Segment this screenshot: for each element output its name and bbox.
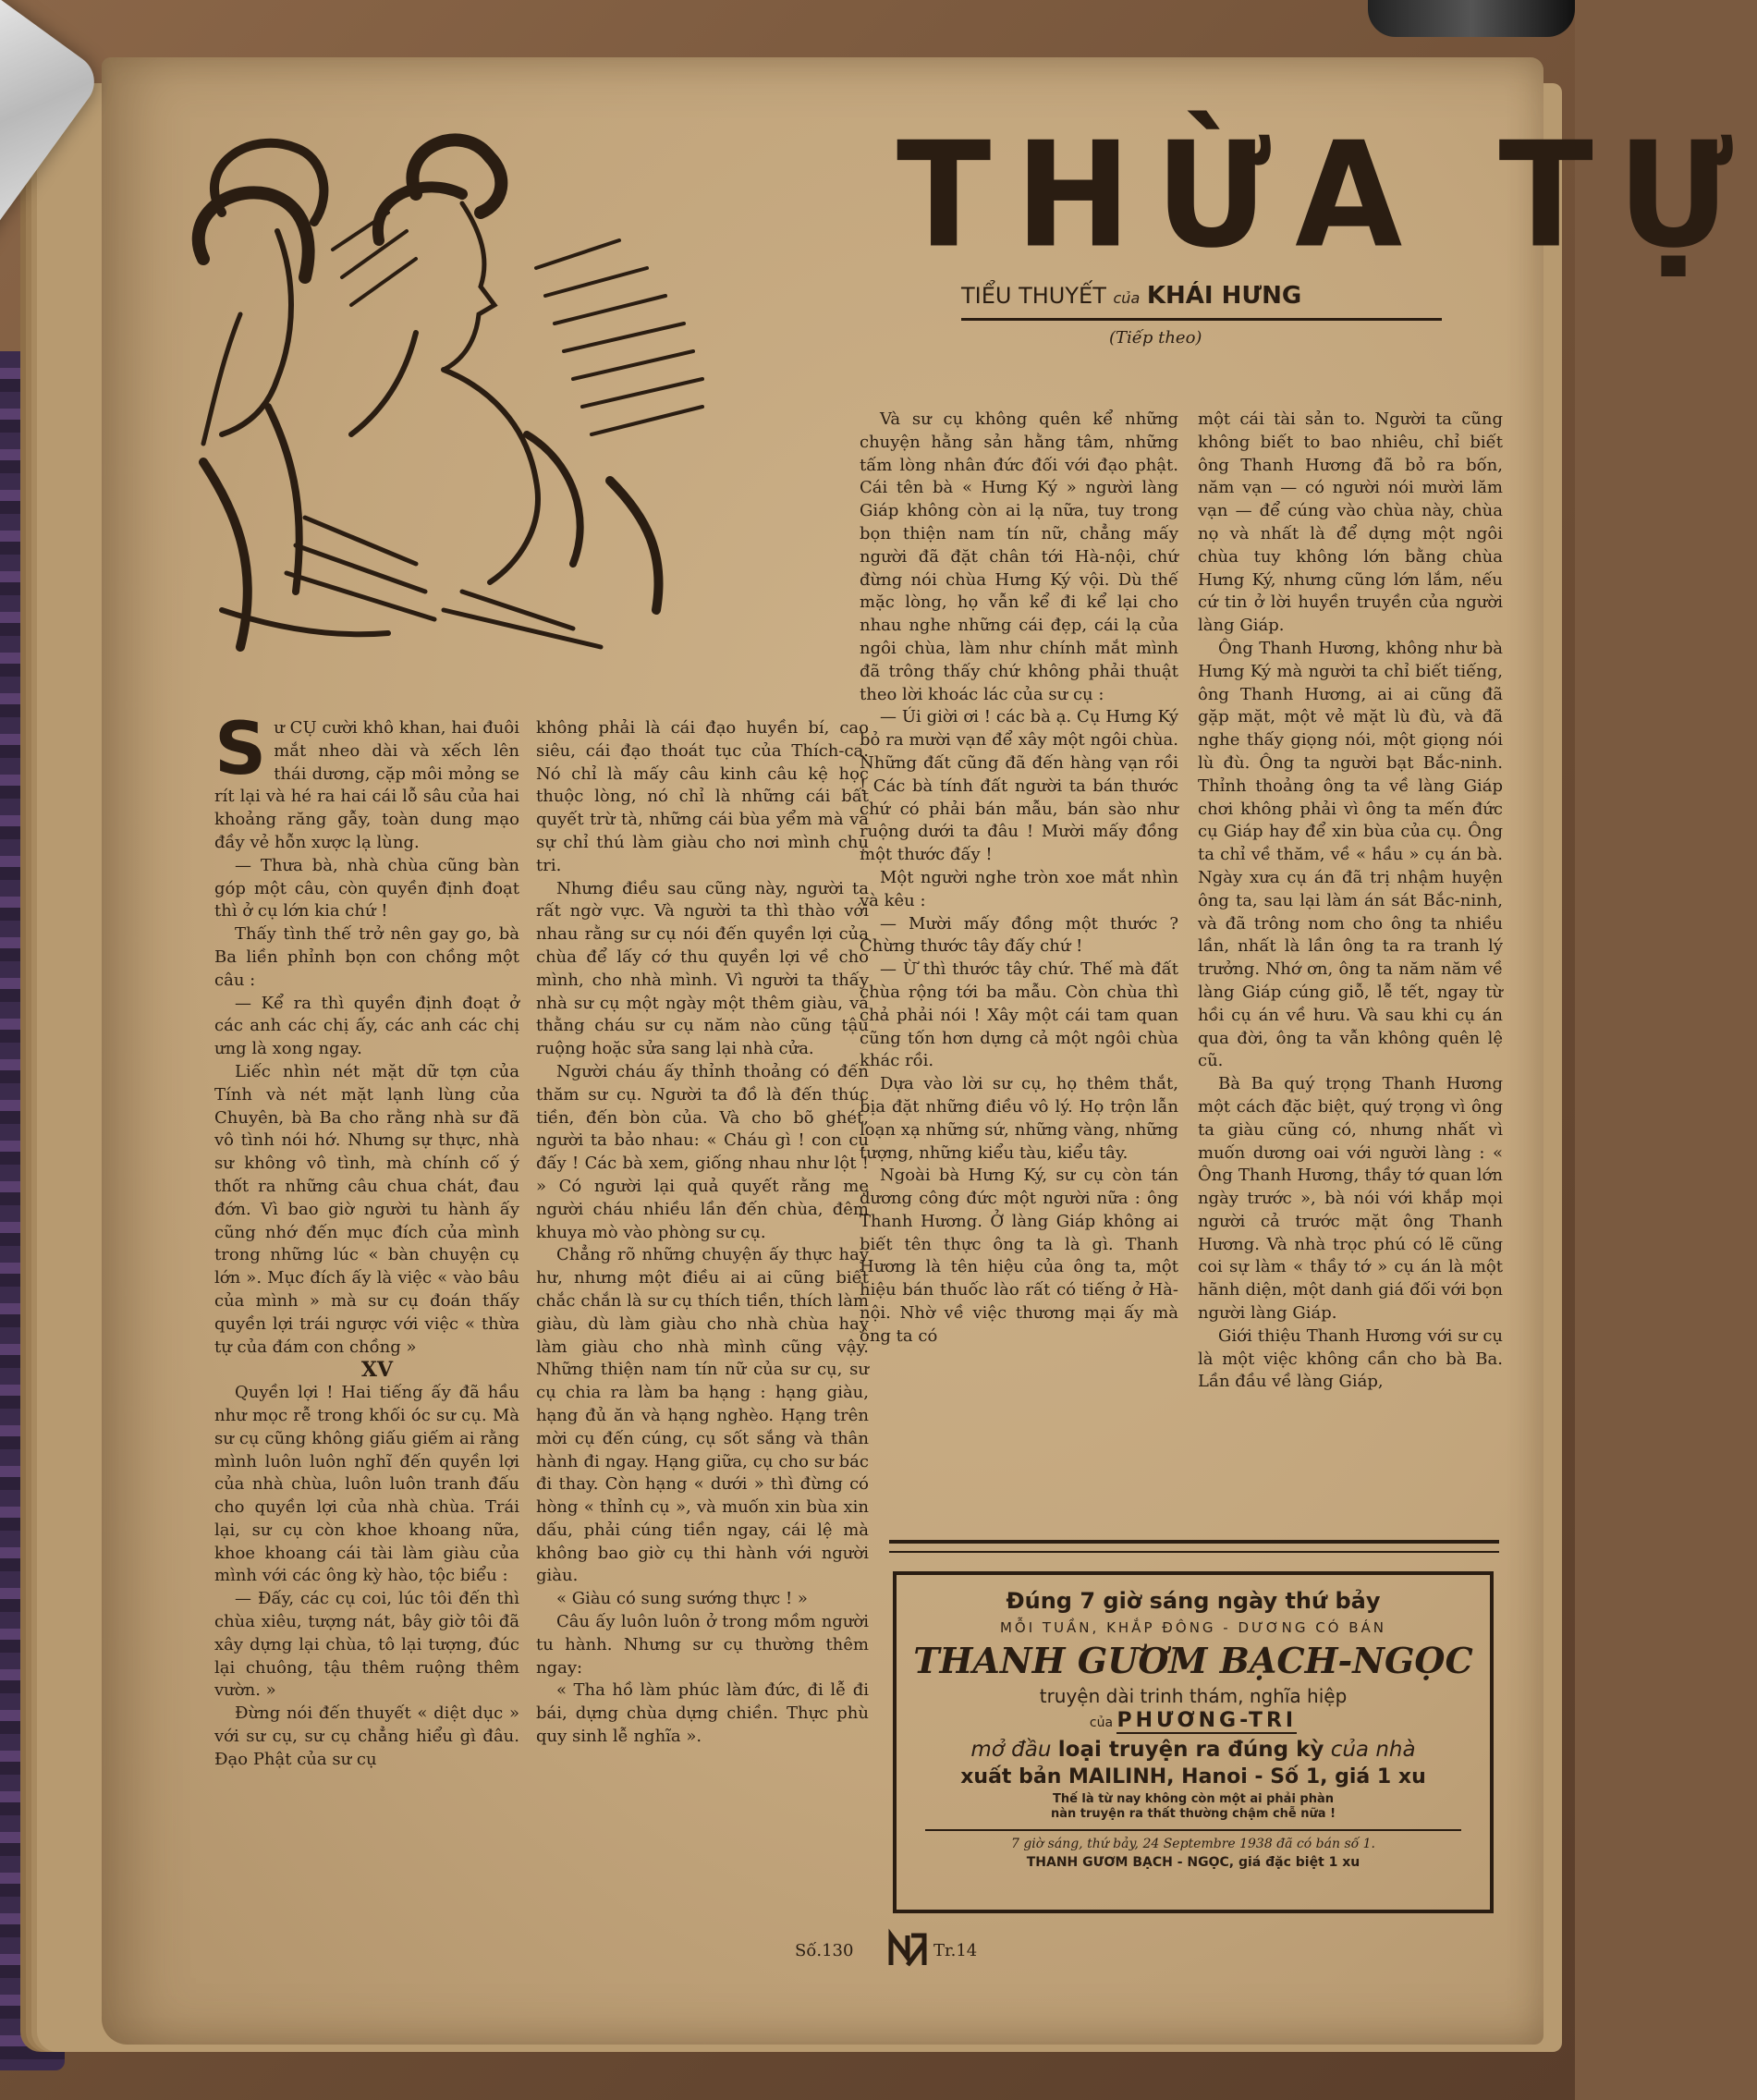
ad-publisher: xuất bản MAILINH, Hanoi - Số 1, giá 1 xu — [960, 1765, 1426, 1789]
paragraph: một cái tài sản to. Người ta cũng không biết to bao nhiêu, chỉ biết ông Thanh Hương đã bỏ ra bốn, năm vạn — có người nói mười lăm vạn — để cúng vào chùa này, chùa nọ và nhất là để dựng một ngôi chùa tuy không lớn bằng chùa Hưng Ký, nhưng cũng lớn lắm, nếu cứ tin ở lời huyền truyền của người làng Giáp. — [1198, 409, 1503, 636]
paragraph: Một người nghe tròn xoe mắt nhìn và kêu : — [860, 867, 1178, 910]
paragraph: Đừng nói đến thuyết « diệt dục » với sư cụ, sư cụ chẳng hiểu gì đâu. Đạo Phật của sư cụ — [214, 1703, 519, 1769]
paragraph: Thấy tình thế trở nên gay go, bà Ba liền phỉnh bọn con chồng một câu : — [214, 924, 519, 990]
ad-note: Thế là từ nay không còn một ai phải phàn nàn truyện ra thất thường chậm chễ nữa ! — [1050, 1792, 1336, 1821]
text-column-4 — [1198, 409, 1503, 1527]
paragraph: Nhưng điều sau cũng này, người ta rất ngờ vực. Và người ta thì thào với nhau rằng sư cụ nói đến quyền lợi của chùa để lấy cớ thu quyền lợi về cho mình, cho nhà mình. Vì người ta thấy nhà sư cụ một ngày một thêm giàu, và thằng cháu sư cụ năm nào cũng tậu ruộng hoặc sửa sang lại nhà cửa. — [536, 878, 869, 1059]
paragraph: Câu ấy luôn luôn ở trong mồm người tu hành. Nhưng sư cụ thường thêm ngay: — [536, 1612, 869, 1678]
paragraph: Bà Ba quý trọng Thanh Hương một cách đặc biệt, quý trọng vì ông ta giàu cũng có, nhưng nhất vì muốn dương oai với người làng : « Ông Thanh Hương, thầy tớ quan lớn ngày trước », bà nói với khắp mọi người cả trước mặt ông Thanh Hương. Và nhà trọc phú có lẽ cũng coi sự làm « thầy tớ » cụ án là một hãnh diện, một danh giá đối với bọn người làng Giáp. — [1198, 1074, 1503, 1324]
byline-of: của — [1113, 289, 1141, 307]
story-title: THỪA TỰ — [897, 111, 1757, 281]
paragraph: — Úi giời ơi ! các bà ạ. Cụ Hưng Ký bỏ ra mười vạn để xây một ngôi chùa. Những đất cũng đã đến hàng vạn rồi ! Các bà tính đất người ta bán thước chứ có phải bán mẫu, bán sào như ruộng dưới ta đâu ! Mười mấy đồng một thước đấy ! — [860, 707, 1178, 865]
section-heading: XV — [360, 1358, 394, 1383]
continued-note: (Tiếp theo) — [1109, 328, 1202, 348]
ad-book-title: THANH GƯƠM BẠCH-NGỌC — [913, 1640, 1473, 1681]
drop-cap: S — [214, 708, 267, 791]
paragraph: Và sư cụ không quên kể những chuyện hằng sản hằng tâm, những tấm lòng nhân đức đối với đạo phật. Cái tên bà « Hưng Ký » người làng Giáp không còn ai lạ nữa, tuy trong bọn thiện nam tín nữ, chẳng mấy người đã đặt chân tới Hà-nội, chứ đừng nói chùa Hưng Ký vội. Dù thế mặc lòng, họ vẫn kể đi kể lại cho nhau nghe những cái đẹp, cái lạ của ngôi chùa, làm như chính mắt mình đã trông thấy chứ không phải thuật theo lời khoác lác của sư cụ : — [860, 409, 1178, 704]
paragraph: — Mười mấy đồng một thước ? Chừng thước tây đấy chứ ! — [860, 913, 1178, 957]
paragraph: « Giàu có sung sướng thực ! » — [556, 1589, 808, 1609]
paragraph: không phải là cái đạo huyền bí, cao siêu, cái đạo thoát tục của Thích-ca. Nó chỉ là mấy câu kinh câu kệ học thuộc lòng, nó chỉ là những cái bất quyết trừ tà, những cái bùa yểm mà và sự chỉ thú làm giàu cho nơi mình chụ tri. — [536, 718, 869, 875]
advertisement-box — [893, 1571, 1494, 1913]
ad-schedule: Đúng 7 giờ sáng ngày thứ bảy — [1006, 1588, 1381, 1614]
paragraph: Ông Thanh Hương, không như bà Hưng Ký mà người ta chỉ biết tiếng, ông Thanh Hương, ai ai cũng đã gặp mặt, một vẻ mặt lù đù, và đã nghe thấy giọng nói, một giọng nói lù đù. Ông ta người bạt Bắc-ninh. Thỉnh thoảng ông ta về làng Giáp chơi không phải vì ông ta mến đức cụ Giáp hay để xin bùa của cụ. Ông ta chỉ về thăm, về « hầu » cụ án bà. Ngày xưa cụ án đã trị nhậm huyện ông ta, sau lại làm án sát Bắc-ninh, và đã trông nom cho ông ta nhiều lần, nhất là lần ông ta ra tranh lý trưởng. Nhớ ơn, ông ta năm năm về làng Giáp cúng giỗ, lễ tết, ngay từ hồi cụ án về hưu. Và sau khi cụ án qua đời, ông ta vẫn không quên lệ cũ. — [1198, 638, 1503, 1071]
paragraph: Chẳng rõ những chuyện ấy thực hay hư, nhưng một điều ai ai cũng biết chắc chắn là sư cụ thích tiền, thích làm giàu, dù làm giàu cho nhà chùa hay làm giàu cho nhà mình cũng vậy. Những thiện nam tín nữ của sư cụ, sư cụ chia ra làm ba hạng : hạng giàu, hạng đủ ăn và hạng nghèo. Hạng trên mời cụ đến cúng, cụ sốt sắng và thân hành đi ngay. Hạng giữa, cụ cho sư bác đi thay. Còn hạng « dưới » thì đừng có hòng « thỉnh cụ », và muốn xin bùa xin dấu, phải cúng tiền ngay, cái lệ mà không bao giờ cụ thi hành với người giàu. — [536, 1245, 869, 1586]
ad-price: THANH GƯƠM BẠCH - NGỌC, giá đặc biệt 1 xu — [1026, 1855, 1360, 1870]
paragraph: — Đấy, các cụ coi, lúc tôi đến thì chùa xiêu, tượng nát, bây giờ tôi đã xây dựng lại chùa, tô lại tượng, đúc lại chuông, tậu thêm ruộng thêm vườn. » — [214, 1589, 519, 1701]
page-number: Tr.14 — [933, 1941, 978, 1960]
ad-top-rule — [889, 1540, 1499, 1553]
ad-author: của PHƯƠNG-TRI — [1089, 1709, 1298, 1732]
ad-release-date: 7 giờ sáng, thứ bảy, 24 Septembre 1938 đã có bán số 1. — [1010, 1837, 1376, 1851]
paragraph: Sư CỤ cười khô khan, hai đuôi mắt nheo dài và xếch lên thái dương, cặp môi mỏng se rít lại và hé ra hai cái lỗ sâu của hai khoảng răng gẫy, toàn dung mạo đầy vẻ hỗn xược lạ lùng. — [214, 708, 519, 852]
paragraph: — Ừ thì thước tây chứ. Thế mà đất chùa rộng tới ba mẫu. Còn chùa thì chả phải nói ! Xây một cái tam quan cũng tốn hơn dựng cả một ngôi chùa khác rồi. — [860, 959, 1178, 1071]
paragraph: Dựa vào lời sư cụ, họ thêm thắt, bịa đặt những điều vô lý. Họ trộn lẫn loạn xạ những sứ, những vàng, những tượng, những kiểu tàu, kiểu tây. — [860, 1074, 1178, 1163]
illustration-two-women — [185, 129, 739, 665]
byline-author: KHÁI HƯNG — [1146, 282, 1302, 310]
ad-availability: MỖI TUẦN, KHẮP ĐÔNG - DƯƠNG CÓ BÁN — [999, 1619, 1387, 1636]
ad-genre: truyện dài trinh thám, nghĩa hiệp — [1039, 1685, 1348, 1707]
page-footer — [786, 1932, 1026, 1969]
paragraph: Quyền lợi ! Hai tiếng ấy đã hầu như mọc rễ trong khối óc sư cụ. Mà sư cụ cũng không giấu giếm ai rằng mình luôn luôn nghĩ đến quyền lợi của nhà chùa, luôn luôn tranh đấu cho quyền lợi của nhà chùa. Trái lại, sư cụ còn khoe khoang nữa, khoe khoang cái tài làm giàu của mình với các ông kỳ hào, tộc biểu : — [214, 1383, 519, 1586]
text-column-3 — [860, 409, 1178, 1527]
text-column-1 — [214, 708, 519, 1910]
paragraph: Người cháu ấy thỉnh thoảng có đến thăm sư cụ. Người ta đồ là đến thúc tiền, đến bòn của. Và cho bõ ghét, người ta bảo nhau: « Cháu gì ! con cụ đấy ! Các bà xem, giống nhau như lột ! » Có người lại quả quyết rằng mẹ người cháu nhiều lần đến chùa, đêm khuya mò vào phòng sư cụ. — [536, 1061, 869, 1242]
byline-genre: TIỂU THUYẾT — [961, 283, 1106, 309]
ad-author-name: PHƯƠNG-TRI — [1116, 1709, 1298, 1732]
paragraph: Giới thiệu Thanh Hương với sư cụ là một việc không cần cho bà Ba. Lần đầu về làng Giáp, — [1198, 1325, 1503, 1392]
paragraph: Liếc nhìn nét mặt dữ tợn của Tính và nét mặt lạnh lùng của Chuyên, bà Ba cho rằng nhà sư đã vô tình nói hớ. Nhưng sự thực, nhà sư không vô tình, mà chính cố ý thốt ra những câu chua chát, đau đớn. Vì bao giờ người tu hành ấy cũng nhớ đến mục đích của mình trong những lúc « bàn chuyện cụ lớn ». Mục đích ấy là việc « vào bâu của mình » mà sư cụ đoán thấy quyền lợi trái ngược với việc « thừa tự của đám con chồng » — [214, 1061, 519, 1357]
paragraph: — Thưa bà, nhà chùa cũng bàn góp một câu, còn quyền định đoạt thì ở cụ lớn kia chứ ! — [214, 855, 519, 922]
binder-clip — [1368, 0, 1575, 37]
paragraph: — Kể ra thì quyền định đoạt ở các anh các chị ấy, các anh các chị ưng là xong ngay. — [214, 993, 519, 1059]
byline — [961, 277, 1442, 321]
text-column-2 — [536, 717, 869, 1910]
issue-number: Số.130 — [795, 1941, 854, 1960]
ad-series-line: mở đầu loại truyện ra đúng kỳ của nhà — [970, 1738, 1416, 1762]
ad-divider — [925, 1829, 1461, 1831]
paragraph: « Tha hồ làm phúc làm đức, đi lễ đi bái, dựng chùa dựng chiền. Thực phù quy sinh lễ nghĩa ». — [536, 1680, 869, 1747]
publication-logo-icon — [887, 1932, 928, 1969]
paragraph: Ngoài bà Hưng Ký, sư cụ còn tán dương công đức một người nữa : ông Thanh Hương. Ở làng Giáp không ai biết tên thực ông ta là gì. Thanh Hương là tên hiệu của ông ta, một hiệu bán thuốc lào rất có tiếng ở Hà-nội. Nhờ về việc thương mại ấy mà ông ta có — [860, 1166, 1178, 1346]
